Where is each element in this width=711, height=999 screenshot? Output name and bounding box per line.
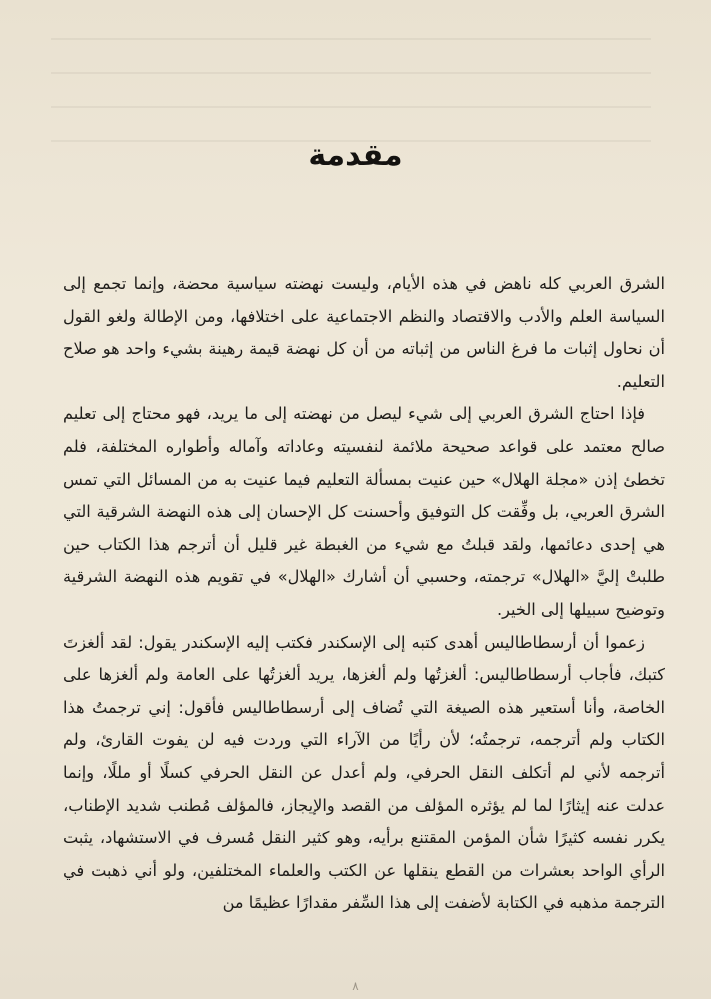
body-text: [63, 268, 665, 920]
page-title: مقدمة: [308, 138, 403, 173]
paragraph-1: الشرق العربي كله ناهض في هذه الأيام، وليست نهضته سياسية محضة، وإنما تجمع إلى السياسة العلم والأدب والاقتصاد والنظم الاجتماعية على اختلافها، ومن الإطالة ولغو القول أن نحاول إثبات ما فرغ الناس من إثباته من أن كل نهضة قيمة رهينة بشيء واحد هو صلاح التعليم.: [63, 274, 665, 391]
page-number: ٨: [352, 979, 359, 993]
paragraph-2: فإذا احتاج الشرق العربي إلى شيء ليصل من نهضته إلى ما يريد، فهو محتاج إلى تعليم صالح معتمد على قواعد صحيحة ملائمة لنفسيته وعاداته وآماله وأطواره المختلفة، فلم تخطئ إذن «مجلة الهلال» حين عنيت بمسألة التعليم فيما عنيت به من المسائل التي تمس الشرق العربي، بل وفِّقت كل التوفيق وأحسنت كل الإحسان إلى هذه النهضة الشرقية التي هي إحدى دعائمها، ولقد قبلتُ مع شيء من الغبطة غير قليل أن أترجم هذا الكتاب حين طلبتْ إليَّ «الهلال» ترجمته، وحسبي أن أشارك «الهلال» في تقويم هذه النهضة الشرقية وتوضيح سبيلها إلى الخير.: [63, 404, 665, 619]
paragraph-3: زعموا أن أرسطاطاليس أهدى كتبه إلى الإسكندر فكتب إليه الإسكندر يقول: لقد ألغزتَ كتبك، فأجاب أرسطاطاليس: ألغزتُها ولم ألغزها، يريد ألغزتُها على العامة ولم ألغزها على الخاصة، وأنا أستعير هذه الصيغة التي تُضاف إلى أرسطاطاليس فأقول: إني ترجمتُ هذا الكتاب ولم أترجمه، ترجمتُه؛ لأن رأيًا من الآراء التي وردت فيه لن يفوت القارئ، ولم أترجمه لأني لم أتكلف النقل الحرفي، ولم أعدل عن النقل الحرفي كسلًا أو مللًا، وإنما عدلت عنه إيثارًا لما لم يؤثره المؤلف من القصد والإيجاز، فالمؤلف مُطنب شديد الإطناب، يكرر نفسه كثيرًا شأن المؤمن المقتنع برأيه، وهو كثير النقل مُسرف في الاستشهاد، يثبت الرأي الواحد بعشرات من القطع ينقلها عن الكتب والعلماء المختلفين، ولو أني ذهبت في الترجمة مذهبه في الكتابة لأضفت إلى هذا السِّفر مقدارًا عظيمًا من: [63, 632, 665, 913]
